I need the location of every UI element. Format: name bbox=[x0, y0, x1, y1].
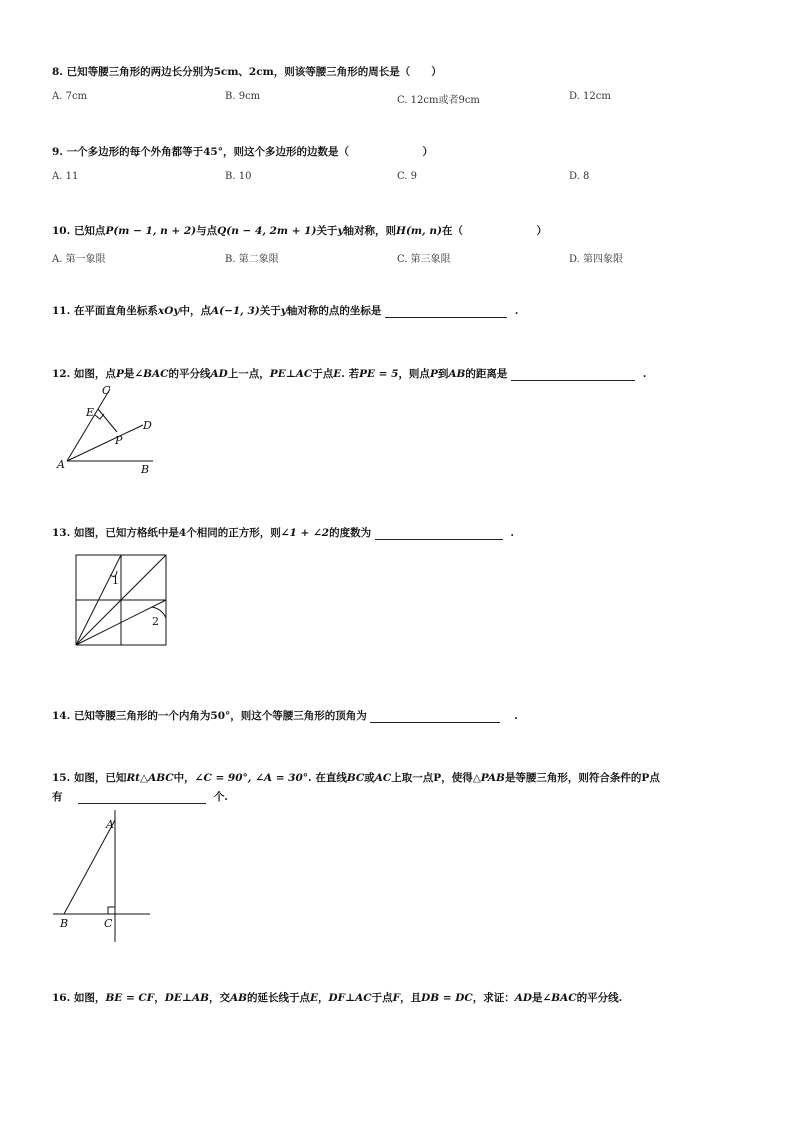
question-9 bbox=[52, 144, 433, 159]
option-d: D. 第四象限 bbox=[569, 254, 624, 265]
math-e: E bbox=[310, 992, 319, 1004]
question-text: 上取一点P，使得 bbox=[391, 772, 473, 784]
label-c: C bbox=[102, 384, 111, 397]
question-text: . 若 bbox=[341, 368, 360, 380]
question-10 bbox=[52, 223, 547, 238]
question-number: 16. bbox=[52, 992, 71, 1004]
math-angles: ∠C = 90°, ∠A = 30° bbox=[194, 772, 309, 784]
segment-pe bbox=[98, 409, 117, 432]
option-a: A. 第一象限 bbox=[52, 254, 106, 265]
question-number: 11. bbox=[52, 305, 71, 317]
label-a: A bbox=[57, 458, 65, 471]
option-c: C. 9 bbox=[397, 171, 418, 182]
question-text: 上一点， bbox=[227, 368, 270, 380]
answer-blank[interactable] bbox=[385, 306, 507, 318]
option-c: C. 第三象限 bbox=[397, 254, 451, 265]
ray-ad bbox=[67, 425, 143, 461]
math-angle-sum: ∠1 + ∠2 bbox=[280, 527, 330, 539]
question-text: 的平分线. bbox=[576, 992, 623, 1004]
math-point-a: A(−1, 3) bbox=[210, 305, 260, 317]
figure-15 bbox=[50, 810, 160, 950]
question-end: . bbox=[514, 305, 519, 317]
angle-1-label: 1 bbox=[112, 574, 119, 587]
question-text: 轴对称的点的坐标是 bbox=[286, 305, 382, 317]
question-end: . bbox=[642, 368, 647, 380]
question-text: ，则点 bbox=[398, 368, 430, 380]
question-text: 有 bbox=[52, 791, 63, 803]
question-text: ， bbox=[154, 992, 165, 1004]
question-text: 在（ ） bbox=[441, 225, 547, 237]
label-e: E bbox=[86, 406, 95, 419]
math-ab: AB bbox=[229, 992, 247, 1004]
math-pe-5: PE = 5 bbox=[359, 368, 399, 380]
answer-blank[interactable] bbox=[78, 792, 206, 804]
math-p: P bbox=[115, 368, 124, 380]
question-12 bbox=[52, 366, 646, 381]
question-text: 于点 bbox=[371, 992, 393, 1004]
math-be-cf: BE = CF bbox=[105, 992, 155, 1004]
label-b: B bbox=[141, 463, 150, 476]
question-number: 9. bbox=[52, 146, 63, 158]
question-text: 在平面直角坐标系 bbox=[73, 305, 158, 317]
math-point-h: H(m, n) bbox=[396, 225, 442, 237]
question-text: 如图， bbox=[73, 992, 106, 1004]
question-number: 12. bbox=[52, 368, 71, 380]
math-y: y bbox=[337, 225, 344, 237]
question-11 bbox=[52, 303, 518, 318]
math-ab: AB bbox=[448, 368, 466, 380]
math-point-p: P(m − 1, n + 2) bbox=[105, 225, 197, 237]
math-db-dc: DB = DC bbox=[421, 992, 473, 1004]
right-angle-mark bbox=[108, 907, 115, 914]
question-text: 的距离是 bbox=[465, 368, 508, 380]
math-p: P bbox=[429, 368, 438, 380]
question-text: 的延长线于点 bbox=[247, 992, 310, 1004]
question-text: 个. bbox=[213, 791, 228, 803]
option-a: A. 7cm bbox=[52, 91, 88, 102]
question-15-line-2 bbox=[52, 789, 228, 804]
question-text: 关于 bbox=[316, 225, 338, 237]
question-14 bbox=[52, 708, 518, 723]
label-d: D bbox=[143, 419, 152, 432]
math-triangle-pab: △PAB bbox=[472, 772, 505, 784]
question-text: 如图，已知方格纸中是4个相同的正方形，则 bbox=[73, 527, 281, 539]
math-ad: AD bbox=[514, 992, 532, 1004]
question-text: 已知等腰三角形的两边长分别为5cm、2cm，则该等腰三角形的周长是（ ） bbox=[66, 66, 442, 78]
option-b: B. 第二象限 bbox=[225, 254, 279, 265]
label-b: B bbox=[60, 917, 69, 930]
question-text: 关于 bbox=[259, 305, 281, 317]
question-text: 是等腰三角形，则符合条件的P点 bbox=[504, 772, 660, 784]
option-d: D. 12cm bbox=[569, 91, 611, 102]
math-df-perp-ac: DF⊥AC bbox=[328, 992, 372, 1004]
answer-blank[interactable] bbox=[375, 528, 503, 540]
question-number: 8. bbox=[52, 66, 63, 78]
question-text: 轴对称，则 bbox=[343, 225, 397, 237]
math-pe-perp-ac: PE⊥AC bbox=[269, 368, 313, 380]
math-angle-bac: ∠BAC bbox=[134, 368, 169, 380]
question-text: 是 bbox=[531, 992, 543, 1004]
question-text: ，求证： bbox=[472, 992, 515, 1004]
question-text: 已知点 bbox=[73, 225, 106, 237]
ray-ac bbox=[67, 389, 110, 461]
math-f: F bbox=[392, 992, 401, 1004]
question-end: . bbox=[510, 527, 515, 539]
math-bc: BC bbox=[346, 772, 365, 784]
question-text: 或 bbox=[364, 772, 375, 784]
question-8 bbox=[52, 64, 442, 79]
question-text: ，交 bbox=[208, 992, 230, 1004]
option-b: B. 9cm bbox=[225, 91, 261, 102]
question-13 bbox=[52, 525, 514, 540]
question-text: 的度数为 bbox=[329, 527, 372, 539]
math-e: E bbox=[333, 368, 342, 380]
figure-12 bbox=[55, 383, 175, 476]
question-number: 13. bbox=[52, 527, 71, 539]
math-xoy: xOy bbox=[157, 305, 180, 317]
math-ac: AC bbox=[374, 772, 392, 784]
question-text: ，且 bbox=[400, 992, 422, 1004]
math-de-perp-ab: DE⊥AB bbox=[164, 992, 209, 1004]
question-text: 如图，已知 bbox=[73, 772, 127, 784]
label-a: A bbox=[106, 818, 114, 831]
question-15 bbox=[52, 770, 660, 785]
angle-2-label: 2 bbox=[152, 615, 159, 628]
answer-blank[interactable] bbox=[511, 369, 635, 381]
option-a: A. 11 bbox=[52, 171, 79, 182]
math-y: y bbox=[280, 305, 287, 317]
question-text: 一个多边形的每个外角都等于45°，则这个多边形的边数是（ ） bbox=[66, 146, 433, 158]
question-text: 的平分线 bbox=[168, 368, 211, 380]
question-number: 15. bbox=[52, 772, 71, 784]
label-p: P bbox=[115, 434, 123, 447]
question-text: 中，点 bbox=[179, 305, 211, 317]
question-text: 是 bbox=[123, 368, 135, 380]
question-number: 14. bbox=[52, 710, 71, 722]
question-16 bbox=[52, 990, 622, 1005]
question-text: ， bbox=[318, 992, 329, 1004]
question-text: 于点 bbox=[312, 368, 334, 380]
option-c: C. 12cm或者9cm bbox=[397, 95, 480, 106]
answer-blank[interactable] bbox=[370, 711, 500, 723]
question-end: . bbox=[514, 710, 518, 722]
question-number: 10. bbox=[52, 225, 71, 237]
segment-ab bbox=[64, 820, 115, 914]
question-text: . 在直线 bbox=[308, 772, 347, 784]
question-text: 与点 bbox=[196, 225, 218, 237]
question-text: 中， bbox=[173, 772, 195, 784]
option-b: B. 10 bbox=[225, 171, 252, 182]
question-text: 到 bbox=[437, 368, 449, 380]
math-angle-bac: ∠BAC bbox=[542, 992, 577, 1004]
figure-13 bbox=[70, 550, 170, 650]
question-text: 如图，点 bbox=[73, 368, 116, 380]
math-point-q: Q(n − 4, 2m + 1) bbox=[217, 225, 317, 237]
option-d: D. 8 bbox=[569, 171, 590, 182]
math-ad: AD bbox=[210, 368, 228, 380]
label-c: C bbox=[104, 917, 113, 930]
question-text: 已知等腰三角形的一个内角为50°，则这个等腰三角形的顶角为 bbox=[73, 710, 367, 722]
math-triangle-abc: Rt△ABC bbox=[126, 772, 174, 784]
